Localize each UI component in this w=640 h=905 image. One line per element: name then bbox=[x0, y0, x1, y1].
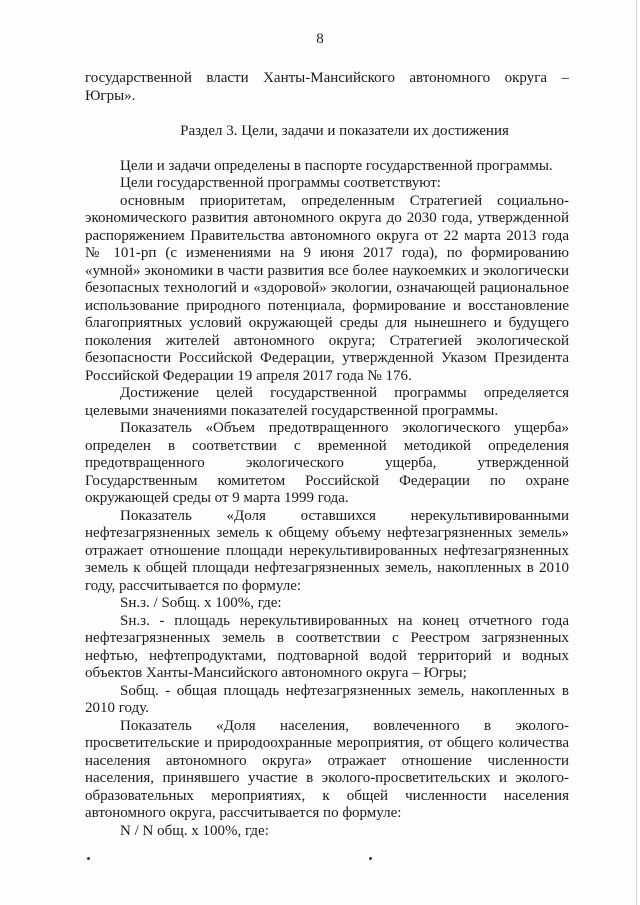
paragraph-continuation bbox=[85, 70, 569, 105]
text-line: отражает отношение площади нерекультивированных нефтезагрязненных bbox=[85, 542, 569, 559]
text-line: № 101-рп (с изменениями на 9 июня 2017 года), по формированию bbox=[85, 245, 569, 261]
section-heading: Раздел 3. Цели, задачи и показатели их достижения bbox=[180, 122, 509, 139]
scan-edge-line bbox=[636, 0, 637, 905]
text-line: Показатель «Доля оставшихся нерекультивированными bbox=[120, 507, 569, 524]
text-line: нефтезагрязненных земель в соответствии с Реестром загрязненных bbox=[85, 630, 569, 646]
paragraph bbox=[85, 420, 569, 508]
text-line: автономного округа, рассчитывается по формуле: bbox=[85, 805, 402, 821]
text-line: государственной власти Ханты-Мансийского автономного округа – bbox=[85, 70, 569, 86]
paragraph bbox=[85, 193, 569, 386]
text-line: Sн.з. - площадь нерекультивированных на конец отчетного года bbox=[120, 612, 569, 629]
text-line: экономического развития автономного округа до 2030 года, утвержденной bbox=[85, 210, 569, 226]
paragraph bbox=[85, 175, 569, 193]
text-line: образовательных мероприятиях, к общей численности населения bbox=[85, 787, 569, 804]
text-line: просветительские и природоохранные мероприятия, от общего количества bbox=[85, 735, 569, 751]
paragraph bbox=[85, 508, 569, 596]
text-line: распоряжением Правительства автономного округа от 22 марта 2013 года bbox=[85, 227, 569, 244]
page-number: 8 bbox=[316, 31, 324, 47]
paragraph bbox=[85, 718, 569, 823]
text-line: окружающей среды от 9 марта 1999 года. bbox=[85, 490, 349, 506]
scan-speck bbox=[87, 857, 90, 860]
text-line: целевыми значениями показателей государственной программы. bbox=[85, 402, 499, 419]
text-line: Российской Федерации 19 апреля 2017 года № 176. bbox=[85, 367, 412, 384]
text-line: нефтезагрязненных земель к общему объему нефтезагрязненных земель» bbox=[85, 525, 569, 541]
formula-line: N / N общ. х 100%, где: bbox=[120, 822, 269, 839]
text-line: объектов Ханты-Мансийского автономного округа – Югры; bbox=[85, 665, 467, 681]
text-line: предотвращенного экологического ущерба, утвержденной bbox=[85, 455, 569, 471]
text-line: благоприятных условий окружающей среды для нынешнего и будущего bbox=[85, 315, 569, 331]
text-line: Цели и задачи определены в паспорте государственной программы. bbox=[120, 157, 553, 174]
text-line: 2010 году. bbox=[85, 700, 149, 716]
text-line: Достижение целей государственной программы определяется bbox=[120, 385, 569, 401]
scan-speck bbox=[369, 857, 372, 860]
paragraph bbox=[85, 683, 569, 718]
text-line: Показатель «Объем предотвращенного экологического ущерба» bbox=[120, 420, 569, 436]
paragraph bbox=[85, 385, 569, 420]
text-line: нефтью, нефтепродуктами, подтоварной водой территорий и водных bbox=[85, 647, 569, 664]
text-line: Югры». bbox=[85, 87, 136, 104]
formula-line: Sн.з. / Sобщ. х 100%, где: bbox=[120, 595, 282, 611]
paragraph bbox=[85, 613, 569, 683]
text-line: Sобщ. - общая площадь нефтезагрязненных земель, накопленных в bbox=[120, 682, 569, 699]
text-line: населения автономного округа» отражает отношение численности bbox=[85, 752, 569, 769]
formula bbox=[85, 823, 569, 841]
document-body bbox=[85, 70, 569, 840]
text-line: определен в соответствии с временной методикой определения bbox=[85, 437, 569, 454]
text-line: поколения жителей автономного округа; Стратегией экологической bbox=[85, 332, 569, 349]
formula bbox=[85, 595, 569, 613]
text-line: безопасных технологий и «здоровой» экологии, означающей рациональное bbox=[85, 280, 569, 296]
text-line: основным приоритетам, определенным Стратегией социально- bbox=[120, 192, 569, 209]
text-line: «умной» экономики в части развития все более наукоемких и экологически bbox=[85, 262, 569, 279]
paragraph bbox=[85, 158, 569, 176]
text-line: использование природного потенциала, формирование и восстановление bbox=[85, 297, 569, 314]
text-line: Цели государственной программы соответствуют: bbox=[120, 175, 441, 191]
text-line: Показатель «Доля населения, вовлеченного в эколого- bbox=[120, 717, 569, 734]
text-line: населения, принявшего участие в эколого-просветительских и эколого- bbox=[85, 770, 569, 786]
text-line: земель к общей площади нефтезагрязненных земель, накопленных в 2010 bbox=[85, 560, 569, 576]
text-line: году, рассчитывается по формуле: bbox=[85, 577, 302, 594]
text-line: Государственным комитетом Российской Федерации по охране bbox=[85, 472, 569, 489]
text-line: безопасности Российской Федерации, утвержденной Указом Президента bbox=[85, 350, 569, 366]
